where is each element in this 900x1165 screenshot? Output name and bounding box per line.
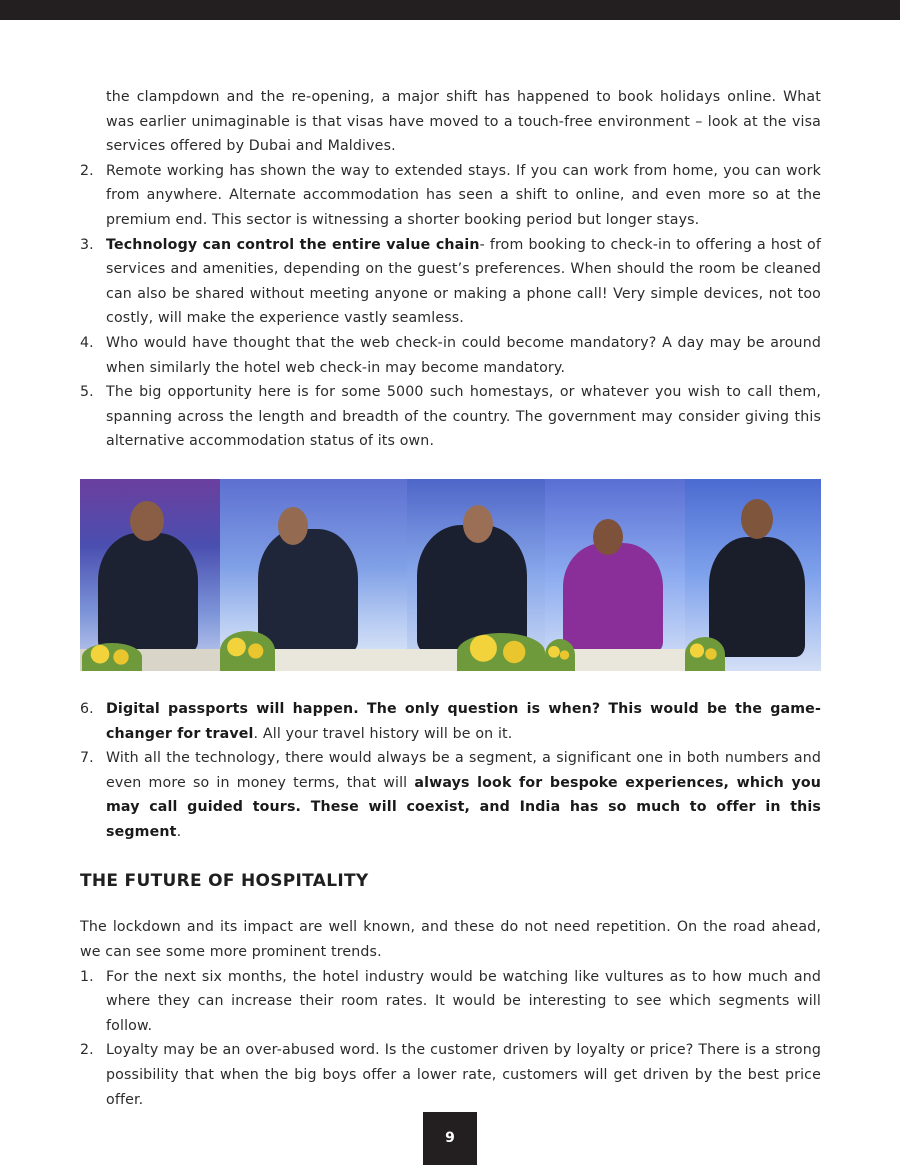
list-bold-text: Digital passports will happen. The only question is when? This would be the game-changer for travel	[106, 700, 821, 742]
list-text: For the next six months, the hotel industry would be watching like vultures as to how much and where they can increase their room rates. It would be interesting to see which segments will follow.	[106, 968, 821, 1034]
list-text: Remote working has shown the way to extended stays. If you can work from home, you can work from anywhere. Alternate accommodation has seen a shift to online, and even more so at the premium end. This sector is witnessing a shorter booking period but longer stays.	[106, 162, 821, 228]
list-number: 3.	[80, 236, 94, 253]
list-text: With all the technology, there would always be a segment, a significant one in both numbers and even more so in money terms, that will	[106, 750, 821, 791]
list-number: 6.	[80, 700, 94, 717]
panel-discussion-photo	[80, 479, 821, 671]
list-number: 4.	[80, 334, 94, 351]
list-text: Who would have thought that the web check-in could become mandatory? A day may be around when similarly the hotel web check-in may become mandatory.	[106, 334, 821, 376]
list-item	[80, 380, 821, 454]
list-text: - from booking to check-in to offering a host of services and amenities, depending on the guest’s preferences. When should the room be cleaned can also be shared without meeting anyone or making a phone call! Very simple devices, not too costly, will make the experience vastly seamless.	[106, 236, 821, 327]
list-number: 1.	[80, 968, 94, 985]
photo-panel-speaker-3	[407, 479, 545, 671]
list-item	[80, 1038, 821, 1112]
photo-panel-speaker-1	[80, 479, 220, 671]
photo-panel-speaker-2	[220, 479, 407, 671]
section-heading: THE FUTURE OF HOSPITALITY	[80, 871, 369, 892]
page-content	[80, 85, 821, 1112]
intro-continuation: the clampdown and the re-opening, a major shift has happened to book holidays online. What was earlier unimaginable is that visas have moved to a touch-free environment – look at the visa services offered by Dubai and Maldives.	[106, 89, 821, 155]
list-bold-text: Technology can control the entire value chain	[106, 236, 480, 253]
list-item	[80, 746, 821, 844]
list-text-end: .	[176, 823, 182, 840]
list-text: Loyalty may be an over-abused word. Is the customer driven by loyalty or price? There is a strong possibility that when the big boys offer a lower rate, customers will get driven by the best price offer.	[106, 1042, 821, 1108]
list-number: 5.	[80, 384, 94, 401]
list-item	[80, 159, 821, 233]
list-text: The big opportunity here is for some 5000 such homestays, or whatever you wish to call them, spanning across the length and breadth of the country. The government may consider giving this alternative accommodation status of its own.	[106, 384, 821, 450]
list-number: 7.	[80, 750, 94, 767]
photo-panel-speaker-5	[685, 479, 821, 671]
section-intro: The lockdown and its impact are well known, and these do not need repetition. On the road ahead, we can see some more prominent trends.	[80, 919, 821, 961]
page-number: 9	[423, 1112, 477, 1165]
list-text: . All your travel history will be on it.	[253, 725, 513, 742]
list-number: 2.	[80, 1042, 94, 1059]
list-item	[80, 965, 821, 1039]
list-item	[80, 331, 821, 380]
list-item	[80, 233, 821, 331]
list-bold-text: always look for bespoke experiences, which you may call guided tours. These will coexist, and India has so much to offer in this segment	[106, 774, 821, 840]
list-item	[80, 697, 821, 746]
list-number: 2.	[80, 162, 94, 179]
photo-panel-speaker-4	[545, 479, 685, 671]
top-bar	[0, 0, 900, 20]
